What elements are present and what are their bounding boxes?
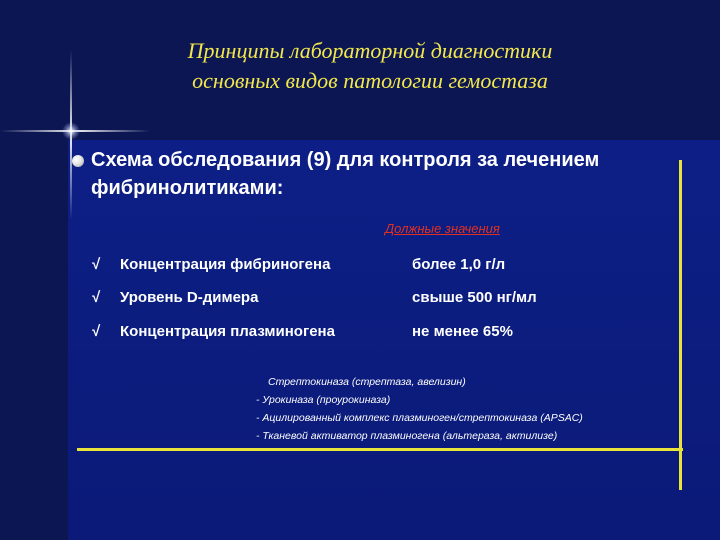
drug-notes-list	[256, 373, 583, 445]
parameter-value: более 1,0 г/л	[412, 256, 506, 273]
parameter-label: Концентрация плазминогена	[120, 323, 335, 340]
parameter-value: не менее 65%	[412, 323, 513, 340]
background-left-band	[0, 140, 68, 540]
check-mark-icon: √	[92, 256, 101, 273]
accent-line-vertical	[679, 160, 682, 490]
parameter-label: Концентрация фибриногена	[120, 256, 331, 273]
slide-title-line-1: Принципы лабораторной диагностики	[187, 38, 553, 63]
section-heading: Схема обследования (9) для контроля за лечением фибринолитиками:	[91, 149, 600, 199]
drug-note-item: - Ацилированный комплекс плазминоген/стрептокиназа (APSAC)	[256, 412, 583, 424]
slide-title	[0, 36, 720, 96]
parameter-value: свыше 500 нг/мл	[412, 289, 537, 306]
drug-note-item: - Урокиназа (проурокиназа)	[256, 394, 391, 406]
column-header-target-values: Должные значения	[385, 221, 500, 236]
parameter-label: Уровень D-димера	[120, 289, 259, 306]
slide-title-line-2: основных видов патологии гемостаза	[192, 68, 548, 93]
accent-line-horizontal	[77, 448, 683, 451]
drug-note-item: Стрептокиназа (стрептаза, авелизин)	[268, 376, 466, 388]
check-mark-icon: √	[92, 289, 101, 306]
check-mark-icon: √	[92, 323, 101, 340]
star-flare-icon	[62, 122, 80, 140]
bullet-dot-icon	[72, 155, 84, 167]
drug-note-item: - Тканевой активатор плазминогена (альтераза, актилизе)	[256, 430, 558, 442]
